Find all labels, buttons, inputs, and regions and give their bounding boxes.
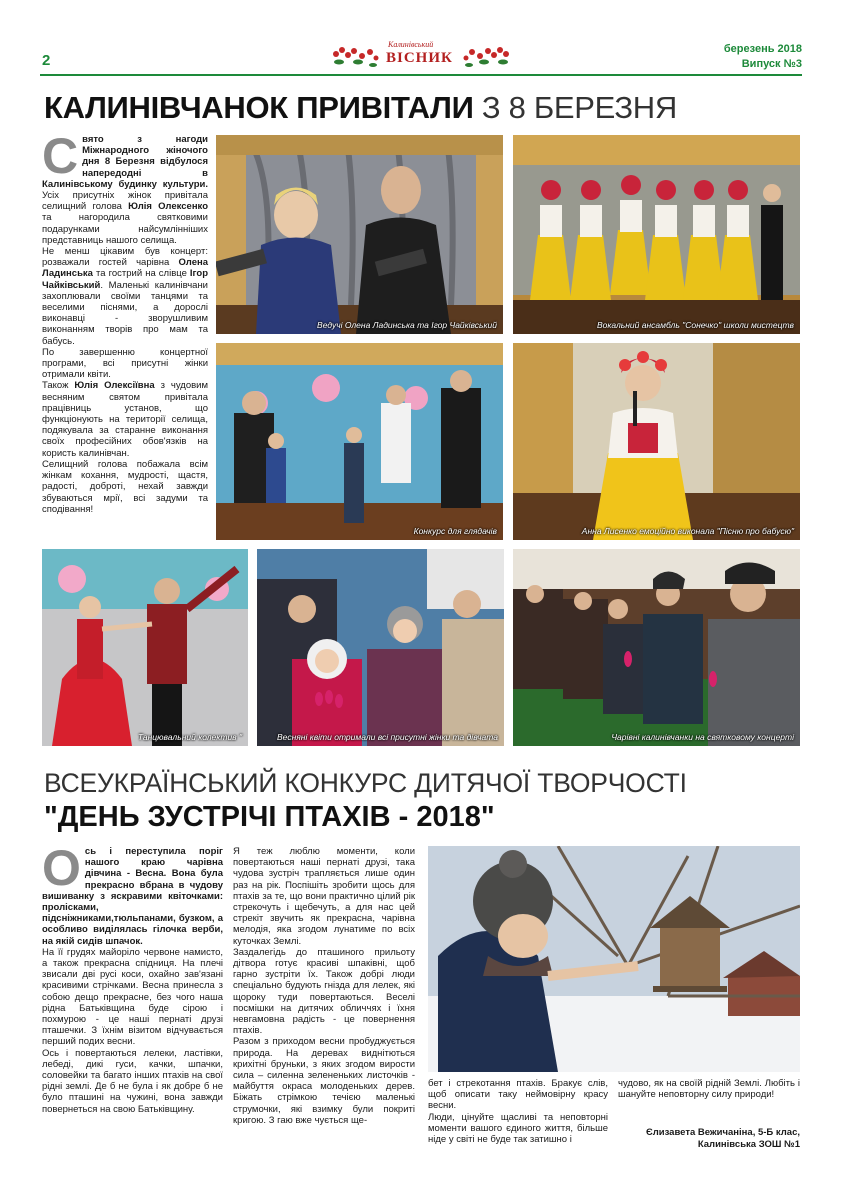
article1-text [42,128,209,515]
article2-paragraph: бет і стрекотання птахів. Бракує слів, щоб описати таку неймовірну красу весни. [428,1078,608,1112]
article2-dropcap: О [42,840,81,896]
person-name: Юлія Олексенко [128,201,208,213]
article2-title-line1: ВСЕУКРАЇНСЬКИЙ КОНКУРС ДИТЯЧОЇ ТВОРЧОСТІ [44,768,687,798]
article2-paragraph: Заздалегідь до пташиного прильоту дітвора готує красиві шпаківні, щоб гарно зустріти їх. Також добрі люди спеціально будують гнізда для лелек, які щороку туди повертаються. Веселі посмішки на дитячих обличчях і їхня невгамовна радість - це повернення птахів. [233,946,415,1037]
photo-contest [216,343,503,540]
article2-paragraph: На її грудях майоріло червоне намисто, а також прекрасна спідниця. На плечі звисали дві русі коси, охайно зав'язані красивими стрічками. Весна принесла з собою дещо прекрасне, без чого наша рідна Батьківщина буде сірою і похмурою - це наші пернаті друзі пташечки. З їхнім візитом відчувається перший подих весни. [42,946,223,1048]
article2-column-1 [42,840,223,1115]
photo-audience [513,549,800,746]
article1-title-light: З 8 БЕРЕЗНЯ [473,90,677,125]
article2-paragraph: Разом з приходом весни пробуджується природа. На деревах виднітються крихітні бруньки, з яких згодом вирости сила – силенна зелененьких листочків - майбуття окраса молоденьких дерев. Біжать стрімкою течією маленькі струмочки, які взимку були покриті кригою. З гаю вже чується ще- [233,1036,415,1126]
issue-number: Випуск №3 [741,58,802,70]
page-number: 2 [42,52,51,69]
article1-dropcap: С [42,128,79,184]
article1-paragraph: Селищний голова побажала всім жінкам кохання, мудрості, щастя, радості, доброті, нехай завжди збуваються мрії, всі задуми та сподівання! [42,458,208,515]
article2-paragraph: Люди, цінуйте щасливі та неповторні моменти вашого єдиного життя, більше ніде у світі не буде так затишно і [428,1111,608,1146]
logo-small-text: Калинівський [388,40,434,49]
text-span: з чудовим весняним святом привітала працівниць установ, що функціонують на території селища, подякувала за старанне виконання своїх професійних обов'язків на користь калинівчан. [42,380,209,459]
text-span: Також [42,380,75,392]
photo-caption: Весняні квіти отримали всі присутні жінки та дівчата [277,732,498,742]
article2-column-4 [618,1078,800,1100]
photo-caption: Вокальний ансамбль "Сонечко" школи мистецтв [596,320,794,330]
article1-title-bold: КАЛИНІВЧАНОК ПРИВІТАЛИ [44,90,474,125]
issue-date: березень 2018 [723,43,802,55]
text-span: та нагородила святковими подарунками найсумлінніших представниць нашого селища. [42,212,208,246]
author-name: Єлизавета Вежичаніна, 5-Б клас, [645,1127,800,1138]
article2-column-2 [233,846,415,1126]
article1-paragraph [42,128,208,246]
photo-caption: Анна Лисенко емоційно виконала "Пісню про бабусю" [581,526,794,536]
article2-column-3 [428,1078,608,1145]
article2-title-line2: "ДЕНЬ ЗУСТРІЧІ ПТАХІВ - 2018" [44,801,495,833]
text-span: Усіх присутніх жінок привітала селищний голова [42,190,208,213]
person-name: Ігор Чайківський [42,268,208,291]
article2-paragraph [42,840,223,947]
text-span: та гострий на слівце [92,268,190,280]
photo-caption: Конкурс для глядачів [413,526,497,536]
photo-hosts [216,135,503,334]
article2-paragraph: Я теж люблю моменти, коли повертаються наші пернаті друзі, така чудова зустріч трапляється лише один раз на рік. Поспішіть зробити щось для птахів за те, що вони практично цілий рік стрекочуть і щебечуть, а для нас цей стрекіт звучить як прекрасна, чарівна мелодія, яка згодом лунатиме по всіх куточках Землі. [233,846,415,947]
article1-paragraph [42,380,208,458]
article1-paragraph [42,246,208,347]
logo-big-text: ВІСНИК [386,50,453,66]
text-span: . Маленькі калинівчани захоплювали своїми танцями та веселими піснями, а дорослі виконавці - зворушливим виконанням творів про мам та бабусь. [42,279,208,347]
article2-paragraph: Ось і повертаються лелеки, ластівки, лебеді, дикі гуси, качки, шпачки, соловейки та багато інших птахів на свої рідні землі. Де б не була і як добре б не було пташині на чужині, вона завжди повернеться на свою Батьківщину. [42,1047,223,1115]
person-name: Олена Ладинська [42,257,208,280]
text-span: Не менш цікавим був концерт: розважали гостей чарівна [42,246,208,269]
photo-caption: Танцювальний колектив " [137,732,242,742]
photo-caption: Ведучі Олена Ладинська та Ігор Чайківський [317,320,497,330]
article1-lead: вято з нагоди Міжнародного жіночого дня 8 Березня відбулося напередодні в Калинівському будинку культури. [42,134,208,190]
person-name: Юлія Олексіївна [74,380,155,392]
photo-dancers [42,549,248,746]
header-divider [40,74,802,76]
photo-birdhouse [428,846,800,1072]
article2-signature [618,1127,800,1151]
article2-paragraph: чудово, як на своїй рідній Землі. Любіть і шануйте неповторну силу природи! [618,1078,800,1101]
article1-title [44,90,677,126]
issue-info [724,42,802,72]
author-school: Калинівська ЗОШ №1 [697,1139,800,1150]
article1-paragraph: По завершенню концертної програми, всі присутні жінки отримали квіти. [42,346,208,381]
photo-vocal-ensemble [513,135,800,334]
article2-lead: сь і переступила поріг нашого краю чарівна дівчина - Весна. Вона була прекрасно вбрана в чудову вишиванку з яскравими квіточками: пролісками, підсніжниками,тюльпанами, бузком, а особливо виділялась гілочка верби, на якій сидів шпачок. [42,846,223,947]
newspaper-logo [326,40,516,70]
page-header [40,38,802,74]
photo-singer [513,343,800,540]
photo-spring-flowers [257,549,504,746]
photo-caption: Чарівні калинівчанки на святковому концерті [611,732,794,742]
